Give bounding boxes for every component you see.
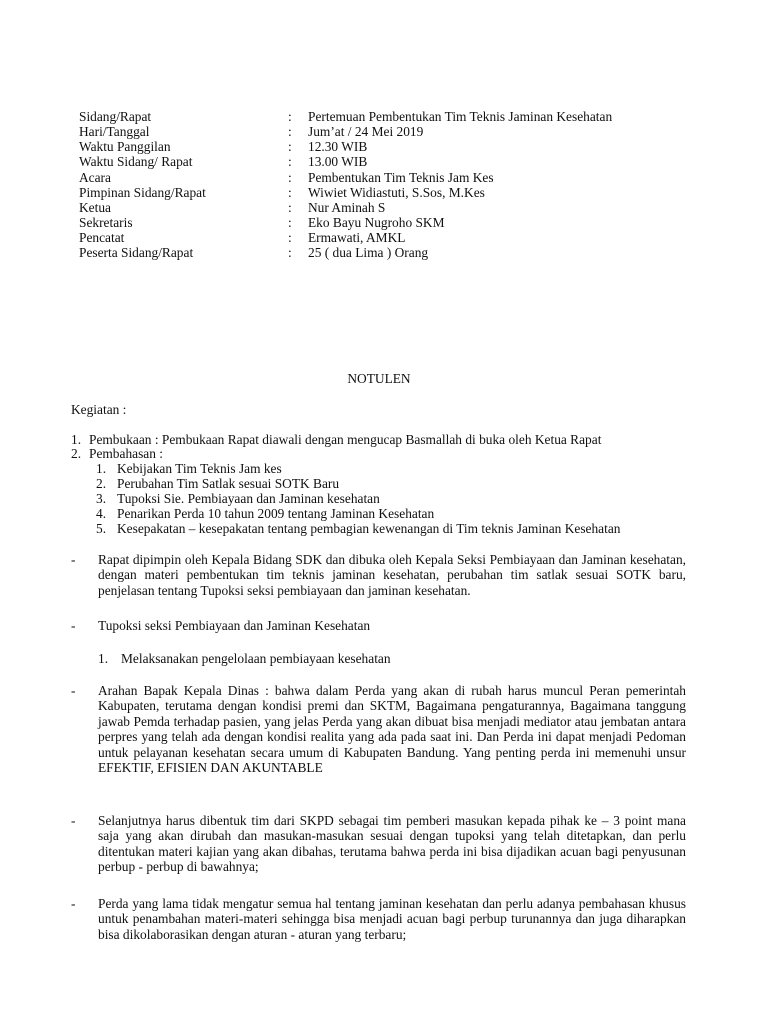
field-value: 25 ( dua Lima ) Orang	[308, 245, 429, 260]
field-colon: :	[288, 200, 292, 215]
item-text: Pembukaan : Pembukaan Rapat diawali dengan mengucap Basmallah di buka oleh Ketua Rapat	[89, 432, 602, 447]
item-number: 1.	[98, 651, 109, 666]
field-colon: :	[288, 230, 292, 245]
item-number: 2.	[71, 446, 82, 461]
paragraph-text: Perda yang lama tidak mengatur semua hal tentang jaminan kesehatan dan perlu adanya pembahasan khusus untuk penambahan materi-materi sehingga bisa menjadi acuan bagi perbup turunannya dan juga diharapkan bisa dikolaborasikan dengan aturan - aturan yang terbaru;	[98, 896, 686, 942]
field-label: Waktu Sidang/ Rapat	[79, 154, 193, 169]
field-value: Pembentukan Tim Teknis Jam Kes	[308, 170, 494, 185]
field-value: 13.00 WIB	[308, 154, 368, 169]
field-value: Wiwiet Widiastuti, S.Sos, M.Kes	[308, 185, 485, 200]
item-number: 1.	[96, 461, 107, 476]
paragraph-text: Arahan Bapak Kepala Dinas : bahwa dalam Perda yang akan di rubah harus muncul Peran pemerintah Kabupaten, terutama dengan kondisi premi dan SKTM, Bagaimana pengaturannya, Bagaimana tanggung jawab Pemda terhadap pasien, yang jelas Perda yang akan dibuat bisa menjadi mediator atau jembatan antara perpres yang telah ada dengan kondisi realita yang ada pada saat ini. Dan Perda ini dapat menjadi Pedoman untuk pelayanan kesehatan secara umum di Kabupaten Bandung. Yang penting perda ini memenuhi unsur EFEKTIF, EFISIEN DAN AKUNTABLE	[98, 683, 686, 776]
field-colon: :	[288, 170, 292, 185]
field-label: Waktu Panggilan	[79, 139, 171, 154]
item-number: 1.	[71, 432, 82, 447]
item-text: Kesepakatan – kesepakatan tentang pembagian kewenangan di Tim teknis Jaminan Kesehatan	[117, 521, 621, 536]
paragraph-text: Rapat dipimpin oleh Kepala Bidang SDK dan dibuka oleh Kepala Seksi Pembiayaan dan Jaminan kesehatan, dengan materi pembentukan tim teknis jaminan kesehatan, perubahan tim satlak sesuai SOTK baru, penjelasan tentang Tupoksi seksi pembiayaan dan jaminan kesehatan.	[98, 552, 686, 598]
field-label: Ketua	[79, 200, 111, 215]
bullet-dash: -	[71, 813, 76, 828]
kegiatan-label: Kegiatan :	[71, 402, 127, 417]
field-label: Pencatat	[79, 230, 125, 245]
field-colon: :	[288, 154, 292, 169]
item-text: Penarikan Perda 10 tahun 2009 tentang Jaminan Kesehatan	[117, 506, 435, 521]
bullet-dash: -	[71, 896, 76, 911]
paragraph-text: Selanjutnya harus dibentuk tim dari SKPD sebagai tim pemberi masukan kepada pihak ke – 3 point mana saja yang akan dirubah dan masukan-masukan sesuai dengan tupoksi yang telah ditetapkan, dan perlu ditentukan materi kajian yang akan dibahas, terutama bahwa perda ini bisa dijadikan acuan bagi penyusunan perbup - perbup di bawahnya;	[98, 813, 686, 875]
bullet-dash: -	[71, 683, 76, 698]
field-label: Acara	[79, 170, 111, 185]
field-colon: :	[288, 124, 292, 139]
field-label: Pimpinan Sidang/Rapat	[79, 185, 206, 200]
field-label: Peserta Sidang/Rapat	[79, 245, 194, 260]
field-label: Sekretaris	[79, 215, 133, 230]
item-text: Tupoksi Sie. Pembiayaan dan Jaminan kesehatan	[117, 491, 380, 506]
field-value: Jum’at / 24 Mei 2019	[308, 124, 424, 139]
paragraph-text: Tupoksi seksi Pembiayaan dan Jaminan Kesehatan	[98, 618, 371, 633]
field-colon: :	[288, 109, 292, 124]
field-value: 12.30 WIB	[308, 139, 368, 154]
field-colon: :	[288, 215, 292, 230]
bullet-dash: -	[71, 618, 76, 633]
item-number: 2.	[96, 476, 107, 491]
field-label: Hari/Tanggal	[79, 124, 150, 139]
field-colon: :	[288, 245, 292, 260]
field-colon: :	[288, 185, 292, 200]
item-number: 5.	[96, 521, 107, 536]
bullet-dash: -	[71, 552, 76, 567]
item-number: 4.	[96, 506, 107, 521]
item-text: Perubahan Tim Satlak sesuai SOTK Baru	[117, 476, 340, 491]
item-text: Melaksanakan pengelolaan pembiayaan kesehatan	[121, 651, 391, 666]
field-value: Eko Bayu Nugroho SKM	[308, 215, 445, 230]
item-text: Kebijakan Tim Teknis Jam kes	[117, 461, 282, 476]
field-label: Sidang/Rapat	[79, 109, 152, 124]
field-colon: :	[288, 139, 292, 154]
item-number: 3.	[96, 491, 107, 506]
field-value: Pertemuan Pembentukan Tim Teknis Jaminan Kesehatan	[308, 109, 613, 124]
document-title: NOTULEN	[347, 371, 411, 386]
item-text: Pembahasan :	[89, 446, 164, 461]
field-value: Nur Aminah S	[308, 200, 386, 215]
field-value: Ermawati, AMKL	[308, 230, 406, 245]
